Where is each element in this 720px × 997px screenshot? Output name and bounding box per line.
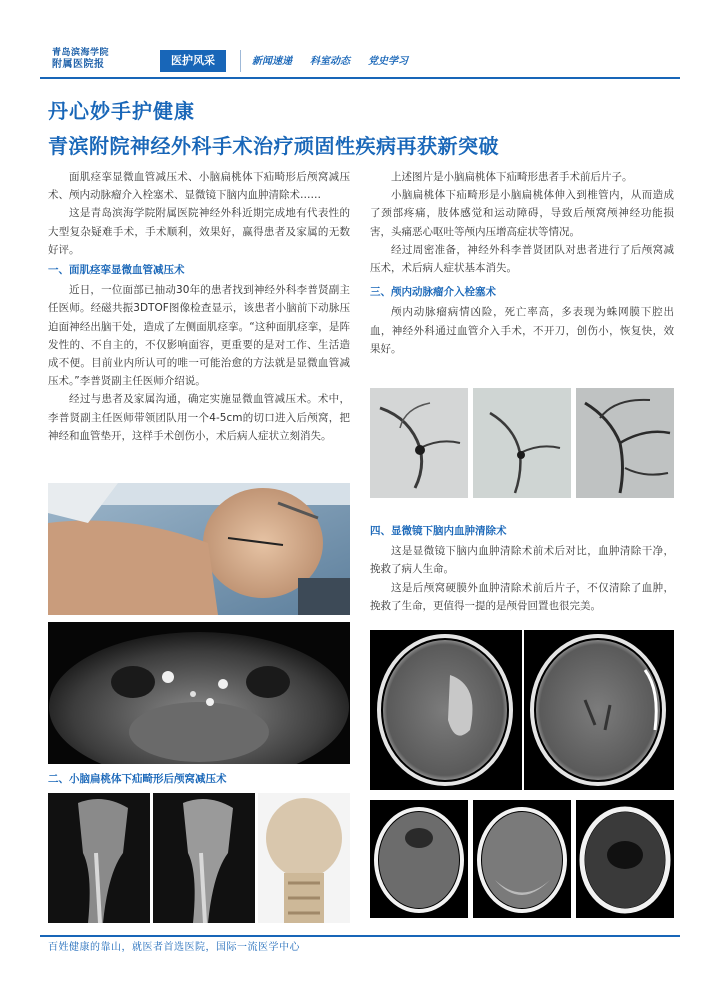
- footer-slogan: 百姓健康的靠山，就医者首选医院，国际一流医学中心: [48, 942, 300, 953]
- section4-paragraph-1: 这是显微镜下脑内血肿清除术前术后对比，血肿清除干净，挽救了病人生命。: [370, 545, 674, 576]
- section1-heading: 一、面肌痉挛显微血管减压术: [48, 264, 185, 277]
- left-column-text: [48, 168, 350, 445]
- surgery-photo: [48, 483, 350, 615]
- right-column-text: [370, 168, 674, 358]
- footer-rule: [40, 935, 680, 937]
- angiography-images: [370, 388, 674, 498]
- section3-paragraph: 颅内动脉瘤病情凶险，死亡率高，多表现为蛛网膜下腔出血，神经外科通过血管介入手术，不开刀，创伤小，恢复快，效果好。: [370, 306, 674, 355]
- section4-paragraph-2: 这是后颅窝硬膜外血肿清除术前后片子，不仅清除了血肿，挽救了生命，更值得一提的是颅骨回置也很完美。: [370, 581, 674, 612]
- masthead-nav: [252, 52, 408, 67]
- section2-paragraph-2: 经过周密准备，神经外科李普贤团队对患者进行了后颅窝减压术，术后病人症状基本消失。: [370, 243, 674, 275]
- epidural-hematoma-ct-images: [370, 800, 674, 918]
- section2-heading-block: [48, 768, 350, 790]
- section2-heading: 二、小脑扁桃体下疝畸形后颅窝减压术: [48, 773, 227, 785]
- section3-heading: 三、颅内动脉瘤介入栓塞术: [370, 286, 496, 299]
- section1-paragraph-2: 经过与患者及家属沟通，确定实施显微血管减压术。术中，李普贤副主任医师带领团队用一个4-5cm的切口进入后颅窝，把神经和血管垫开，这样手术创伤小，术后病人症状立刻消失。: [48, 393, 350, 442]
- nav-link-news: 新闻速递: [252, 56, 292, 67]
- newspaper-logo: [52, 48, 142, 71]
- nav-link-departments: 科室动态: [310, 56, 350, 67]
- nav-link-party-history: 党史学习: [368, 56, 408, 67]
- headline-line1: 丹心妙手护健康: [48, 99, 195, 123]
- section2-paragraph-1: 小脑扁桃体下疝畸形是小脑扁桃体伸入到椎管内，从而造成了颈部疼痛，肢体感觉和运动障碍，导致后颅窝颅神经功能损害，头痛恶心呕吐等颅内压增高症状等情况。: [370, 189, 674, 238]
- mri-3dtof-image: [48, 622, 350, 764]
- masthead: [40, 38, 680, 80]
- tag-divider: [240, 50, 241, 72]
- intro-paragraph-1: 面肌痉挛显微血管减压术、小脑扁桃体下疝畸形后颅窝减压术、颅内动脉瘤介入栓塞术、显微镜下脑内血肿清除术……: [48, 171, 350, 202]
- section1-paragraph-1: 近日，一位面部已抽动30年的患者找到神经外科李普贤副主任医师。经磁共振3DTOF图像检查显示，该患者小脑前下动脉压迫面神经出脑干处，造成了左侧面肌痉挛。“这种面肌痉挛，是阵发性的、不自主的，不仅影响面容，更重要的是对工作、生活造成不便。目前业内所认可的唯一可能治愈的方法就是显微血管减压术。”李普贤副主任医师介绍说。: [48, 284, 350, 388]
- section4-heading: 四、显微镜下脑内血肿清除术: [370, 525, 507, 537]
- section4-text: [370, 520, 674, 615]
- section-tag: 医护风采: [160, 50, 226, 72]
- chiari-caption: 上述图片是小脑扁桃体下疝畸形患者手术前后片子。: [391, 171, 633, 183]
- intro-paragraph-2: 这是青岛滨海学院附属医院神经外科近期完成地有代表性的大型复杂疑难手术，手术顺利，效果好，赢得患者及家属的无数好评。: [48, 207, 350, 256]
- logo-line2: 附属医院报: [52, 59, 105, 70]
- masthead-rule: [40, 77, 680, 79]
- chiari-mri-images: [48, 793, 350, 923]
- headline-line2: 青滨附院神经外科手术治疗顽固性疾病再获新突破: [48, 134, 499, 158]
- logo-line1: 青岛滨海学院: [52, 48, 110, 58]
- hematoma-ct-comparison: [370, 630, 674, 790]
